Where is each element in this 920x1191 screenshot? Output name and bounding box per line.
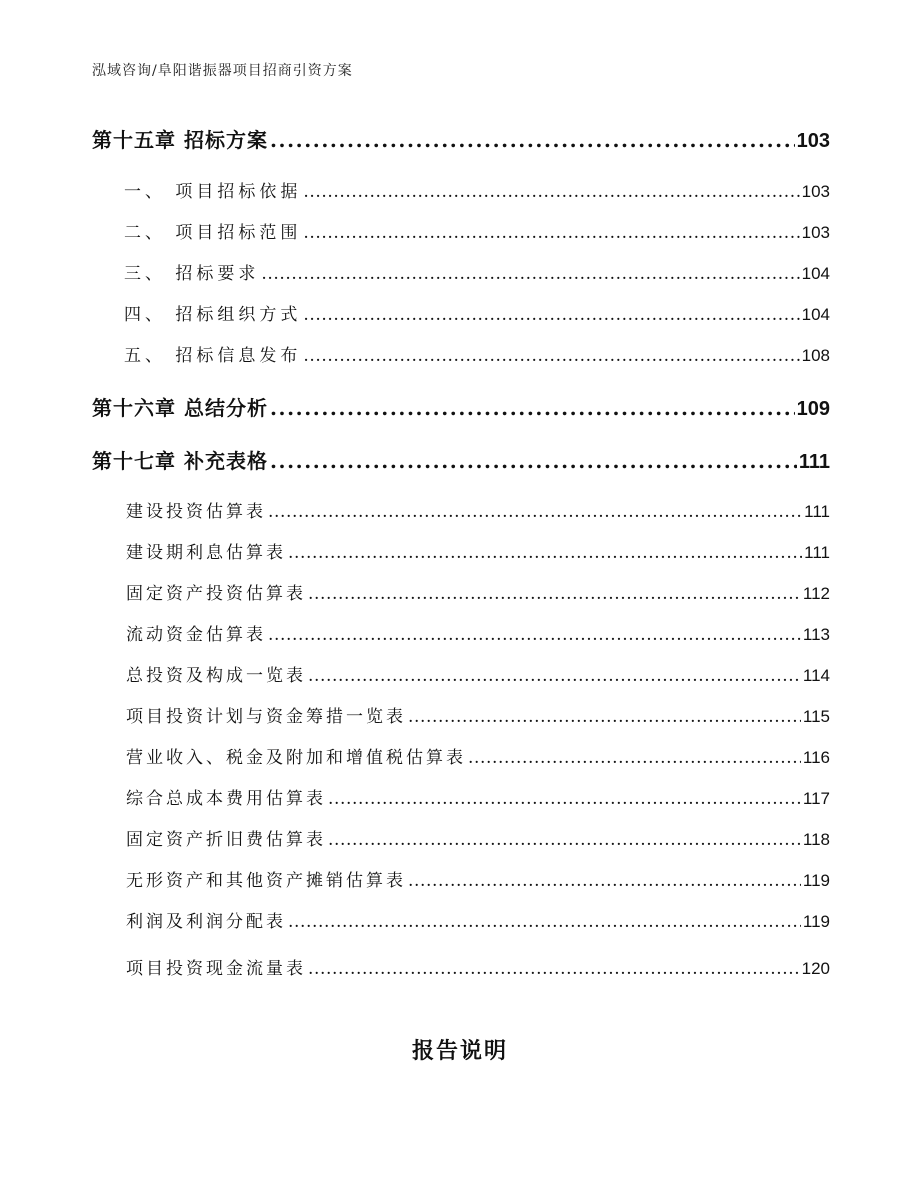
- toc-table-4[interactable]: [92, 620, 830, 645]
- toc-section-2[interactable]: [92, 218, 830, 243]
- toc-leader-dots: [303, 305, 799, 325]
- toc-leader-dots: [328, 830, 801, 850]
- toc-table-6[interactable]: [92, 702, 830, 727]
- toc-leader-dots: [308, 666, 801, 686]
- toc-label: 流动资金估算表: [126, 625, 266, 645]
- toc-leader-dots: [408, 871, 801, 891]
- toc-label: 一、 项目招标依据: [124, 182, 302, 202]
- toc-label: 综合总成本费用估算表: [126, 789, 326, 809]
- toc-leader-dots: [268, 502, 802, 522]
- toc-table-9[interactable]: [92, 825, 830, 850]
- toc-leader-dots: [261, 264, 799, 284]
- toc-table-10[interactable]: [92, 866, 830, 891]
- toc-leader-dots: [303, 182, 799, 202]
- toc-page-number: 109: [796, 398, 830, 420]
- toc-page-number: 108: [801, 346, 830, 365]
- toc-leader-dots: [308, 584, 801, 604]
- toc-section-3[interactable]: [92, 259, 830, 284]
- running-header: 泓域咨询/阜阳谐振器项目招商引资方案: [92, 63, 353, 79]
- toc-label: 第十七章 补充表格: [92, 449, 268, 473]
- toc-label: 营业收入、税金及附加和增值税估算表: [126, 748, 466, 768]
- toc-label: 无形资产和其他资产摊销估算表: [126, 871, 406, 891]
- toc-page-number: 104: [801, 305, 830, 324]
- toc-label: 建设投资估算表: [126, 502, 266, 522]
- toc-label: 第十六章 总结分析: [92, 396, 268, 420]
- toc-page-number: 119: [802, 912, 830, 931]
- toc-label: 二、 项目招标范围: [124, 223, 302, 243]
- toc-page-number: 111: [804, 543, 830, 562]
- toc-section-1[interactable]: [92, 177, 830, 202]
- toc-page-number: 111: [798, 451, 830, 473]
- toc-table-12[interactable]: [92, 954, 830, 979]
- toc-table-2[interactable]: [92, 538, 830, 563]
- toc-label: 四、 招标组织方式: [124, 305, 302, 325]
- toc-label: 三、 招标要求: [124, 264, 260, 284]
- toc-leader-dots: [303, 346, 799, 366]
- toc-chapter-16[interactable]: [92, 392, 830, 421]
- toc-table-7[interactable]: [92, 743, 830, 768]
- toc-table-3[interactable]: [92, 579, 830, 604]
- toc-page-number: 103: [801, 182, 830, 201]
- toc-page-number: 103: [801, 223, 830, 242]
- toc-page-number: 111: [804, 502, 830, 521]
- toc-page-number: 119: [802, 871, 830, 890]
- toc-table-8[interactable]: [92, 784, 830, 809]
- toc-page-number: 112: [802, 584, 830, 603]
- toc-leader-dots: [270, 449, 797, 473]
- toc-page-number: 104: [801, 264, 830, 283]
- toc-leader-dots: [328, 789, 801, 809]
- toc-page-number: 117: [802, 789, 830, 808]
- toc-table-1[interactable]: [92, 497, 830, 522]
- toc-label: 固定资产折旧费估算表: [126, 830, 326, 850]
- toc-leader-dots: [468, 748, 801, 768]
- toc-page-number: 114: [802, 666, 830, 685]
- toc-section-5[interactable]: [92, 341, 830, 366]
- toc-page-number: 120: [801, 959, 830, 978]
- toc-page-number: 113: [802, 625, 830, 644]
- toc-label: 固定资产投资估算表: [126, 584, 306, 604]
- toc-leader-dots: [288, 543, 802, 563]
- toc-leader-dots: [303, 223, 799, 243]
- toc-leader-dots: [308, 959, 800, 979]
- toc-chapter-15[interactable]: [92, 124, 830, 153]
- toc-page-number: 118: [802, 830, 830, 849]
- toc-page-number: 115: [802, 707, 830, 726]
- toc-label: 总投资及构成一览表: [126, 666, 306, 686]
- toc-label: 项目投资现金流量表: [126, 959, 306, 979]
- toc-label: 五、 招标信息发布: [124, 346, 302, 366]
- toc-chapter-17[interactable]: [92, 445, 830, 474]
- toc-page-number: 103: [796, 130, 830, 152]
- toc-leader-dots: [408, 707, 801, 727]
- toc-page-number: 116: [802, 748, 830, 767]
- toc-leader-dots: [288, 912, 801, 932]
- toc-leader-dots: [270, 128, 795, 152]
- toc-table-5[interactable]: [92, 661, 830, 686]
- toc-section-4[interactable]: [92, 300, 830, 325]
- section-title: 报告说明: [411, 1038, 508, 1064]
- toc-label: 第十五章 招标方案: [92, 128, 268, 152]
- toc-leader-dots: [268, 625, 801, 645]
- toc-leader-dots: [270, 396, 795, 420]
- toc-label: 项目投资计划与资金筹措一览表: [126, 707, 406, 727]
- toc-table-11[interactable]: [92, 907, 830, 932]
- toc-label: 建设期利息估算表: [126, 543, 286, 563]
- toc-label: 利润及利润分配表: [126, 912, 286, 932]
